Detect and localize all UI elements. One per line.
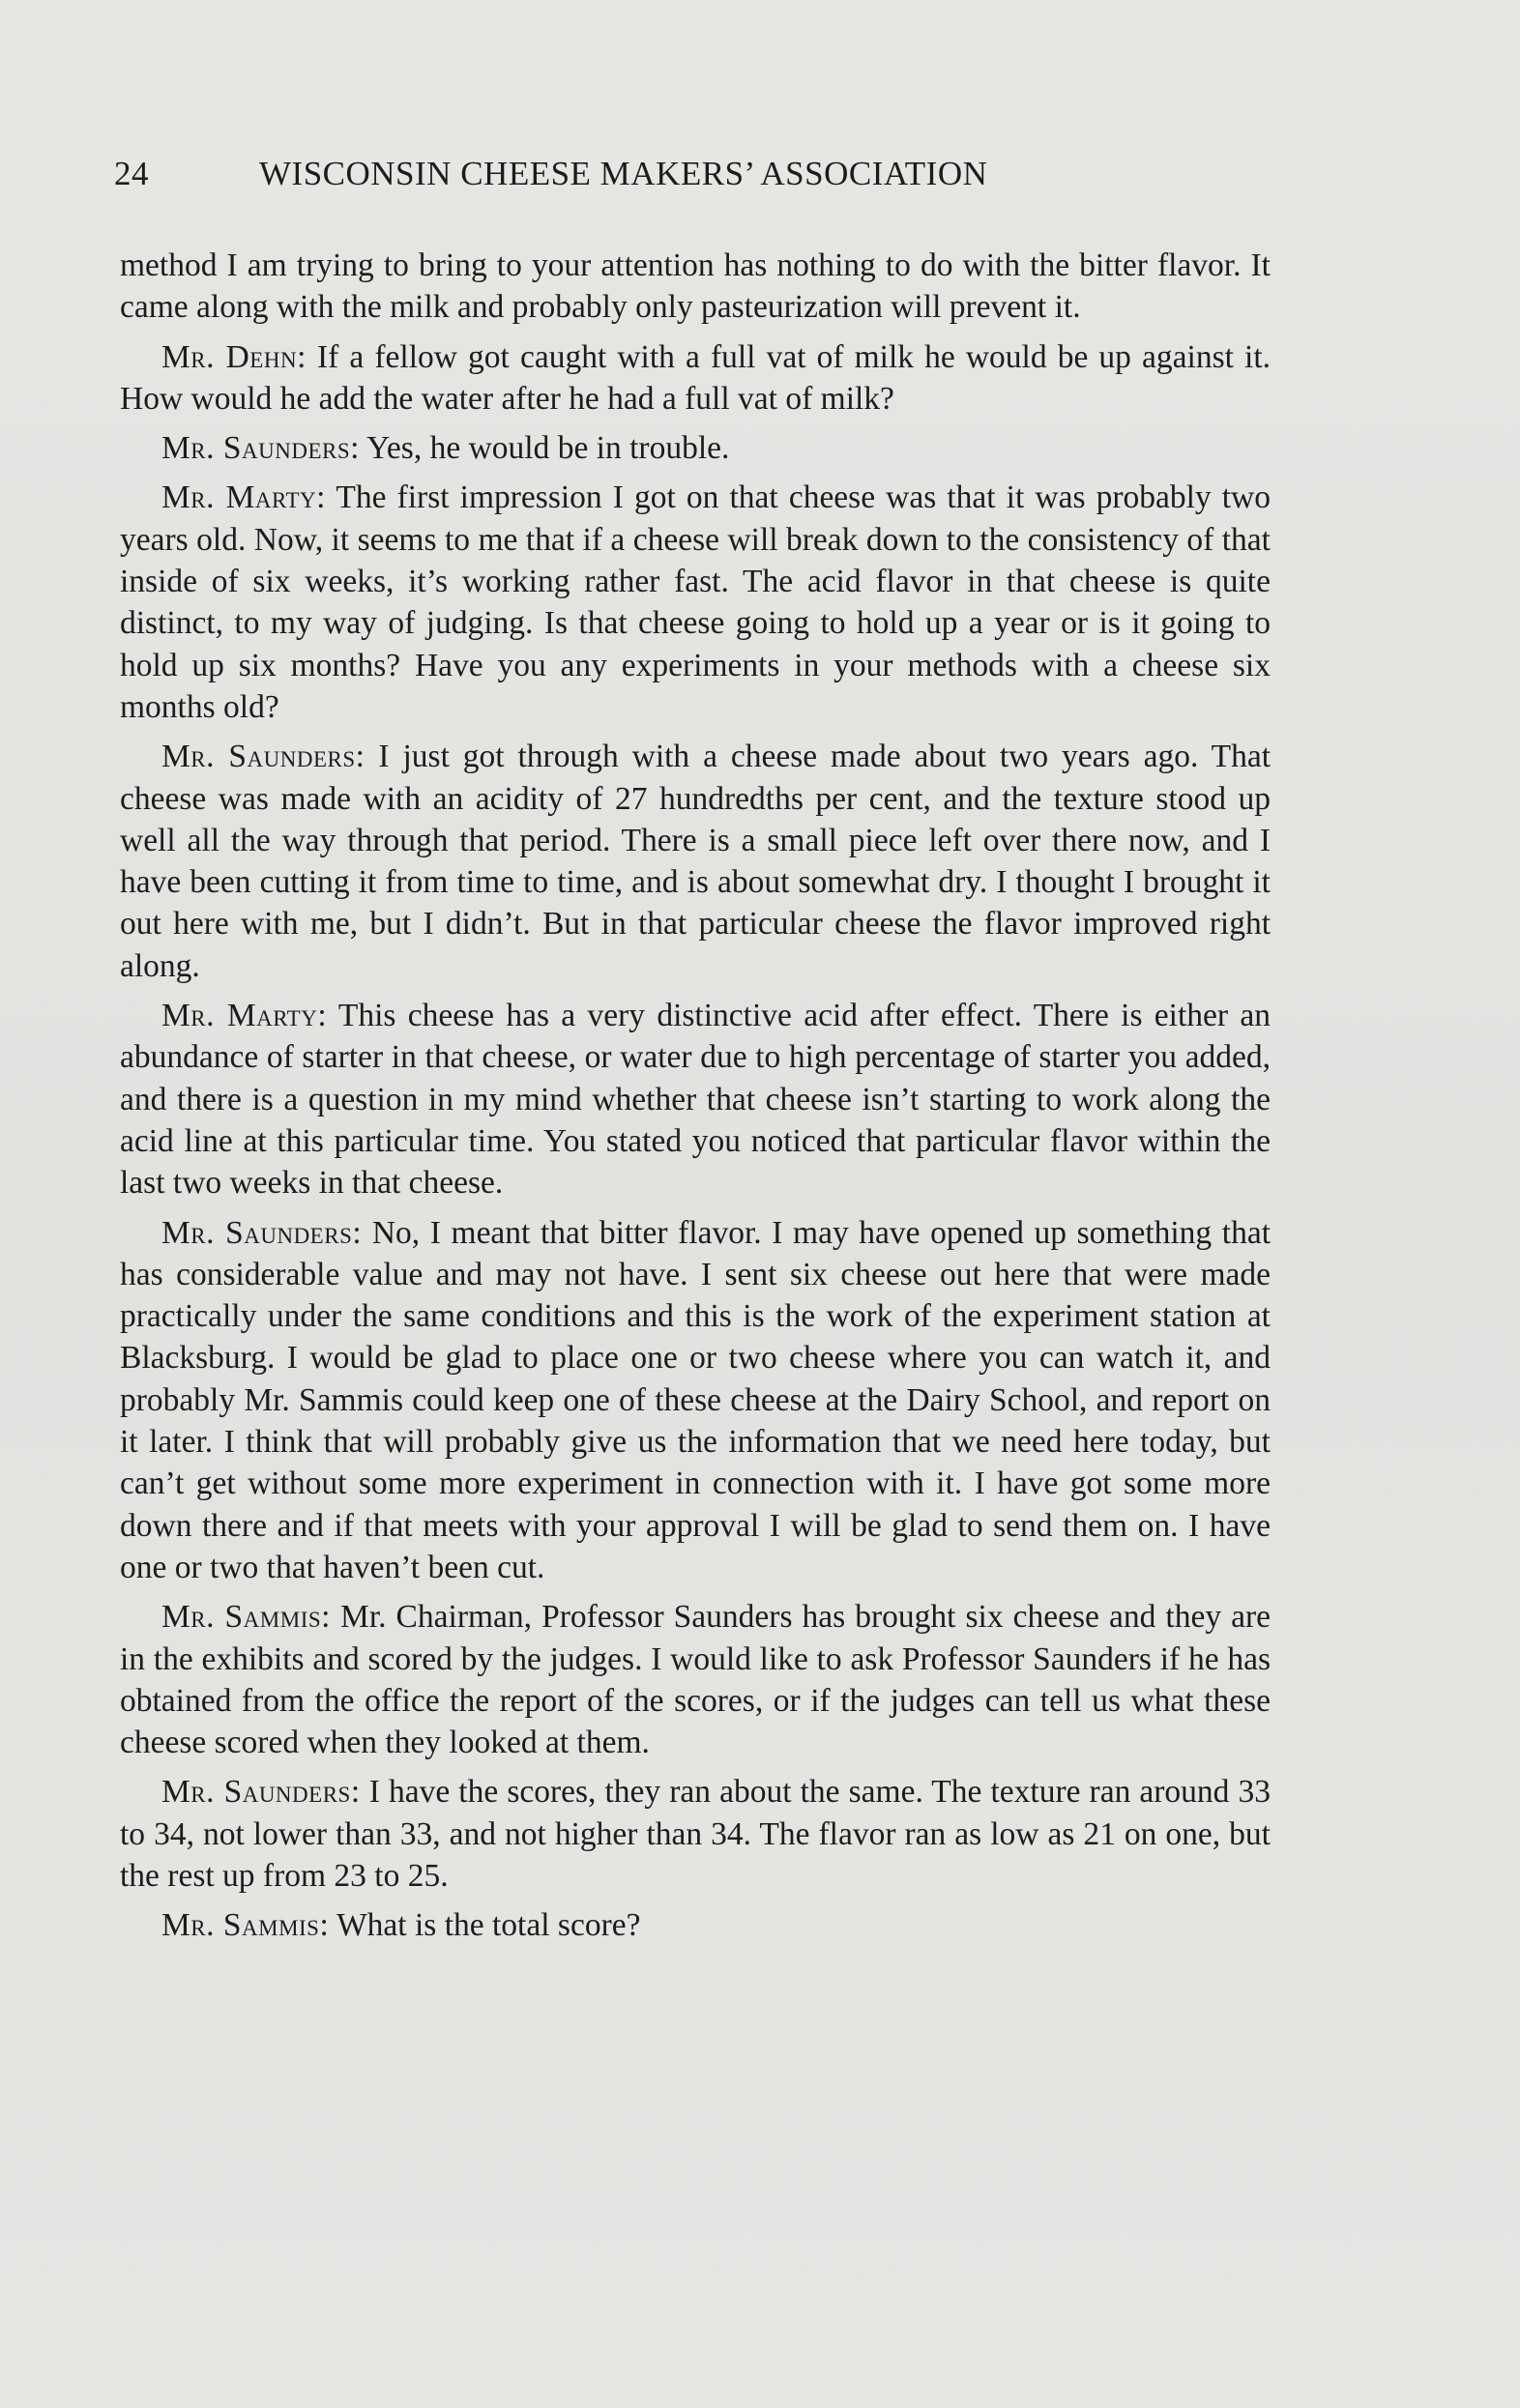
paragraph-text: If a fellow got caught with a full vat of milk he would be up against it. How would he add the water after he had a full vat of milk? [120,338,1272,417]
speaker-name: Mr. Marty: [161,479,326,516]
speaker-name: Mr. Saunders: [161,1774,361,1811]
paragraph-text: I just got through with a cheese made about two years ago. That cheese was made with an acidity of 27 hundredths per cent, and the texture stood up well all the way through that period. There is a small piece left over there now, and I have been cutting it from time to time, and is about somewhat dry. I thought I brought it out here with me, but I didn’t. But in that particular cheese the flavor improved right along. [120,739,1272,984]
paragraph-text: Mr. Chairman, Professor Saunders has brought six cheese and they are in the exhibits and scored by the judges. I would like to ask Professor Saunders if he has obtained from the office the report of the scores, or if the judges can tell us what these cheese scored when they looked at them. [120,1599,1272,1761]
speaker-name: Mr. Marty: [161,998,328,1034]
running-title: WISCONSIN CHEESE MAKERS’ ASSOCIATION [259,155,988,192]
paragraph [120,1596,1271,1763]
speaker-name: Mr. Saunders: [161,739,365,775]
speaker-name: Mr. Sammis: [161,1599,331,1636]
paragraph [120,736,1271,987]
speaker-name: Mr. Sammis: [161,1907,330,1944]
paragraph-text: The first impression I got on that cheese was that it was probably two years old. Now, it seems to me that if a cheese will break down to the consistency of that inside of six weeks, it’s working rather fast. The acid flavor in that cheese is quite distinct, to my way of judging. Is that cheese going to hold up a year or is it going to hold up six months? Have you any experiments in your methods with a cheese six months old? [120,479,1272,725]
paragraph [120,245,1271,329]
paragraph [120,995,1271,1204]
paragraph [120,427,1271,469]
body-text [120,245,1271,1955]
paragraph [120,1904,1271,1946]
paragraph-text: Yes, he would be in trouble. [366,430,730,467]
paragraph [120,336,1271,421]
paragraph-text: What is the total score? [336,1907,641,1944]
speaker-name: Mr. Saunders: [161,430,360,467]
speaker-name: Mr. Saunders: [161,1214,363,1251]
page-number: 24 [114,155,149,192]
speaker-name: Mr. Dehn: [161,338,307,375]
paragraph-text: method I am trying to bring to your attention has nothing to do with the bitter flavor. It came along with the milk and probably only pasteurization will prevent it. [120,247,1271,326]
paragraph [120,1771,1271,1897]
paragraph-text: No, I meant that bitter flavor. I may have opened up something that has considerable value and may not have. I sent six cheese out here that were made practically under the same conditions and this is the work of the experiment station at Blacksburg. I would be glad to place one or two cheese where you can watch it, and probably Mr. Sammis could keep one of these cheese at the Dairy School, and report on it later. I think that will probably give us the information that we need here today, but can’t get without some more experiment in connection with it. I have got some more down there and if that meets with your approval I will be glad to send them on. I have one or two that haven’t been cut. [120,1214,1272,1585]
paragraph [120,1212,1271,1589]
paragraph-text: This cheese has a very distinctive acid after effect. There is either an abundance of starter in that cheese, or water due to high percentage of starter you added, and there is a question in my mind whether that cheese isn’t starting to work along the acid line at this particular time. You stated you noticed that particular flavor within the last two weeks in that cheese. [120,998,1271,1202]
paragraph-text: I have the scores, they ran about the same. The texture ran around 33 to 34, not lower than 33, and not higher than 34. The flavor ran as low as 21 on one, but the rest up from 23 to 25. [120,1774,1272,1894]
running-header [114,155,1274,203]
paragraph [120,477,1271,728]
